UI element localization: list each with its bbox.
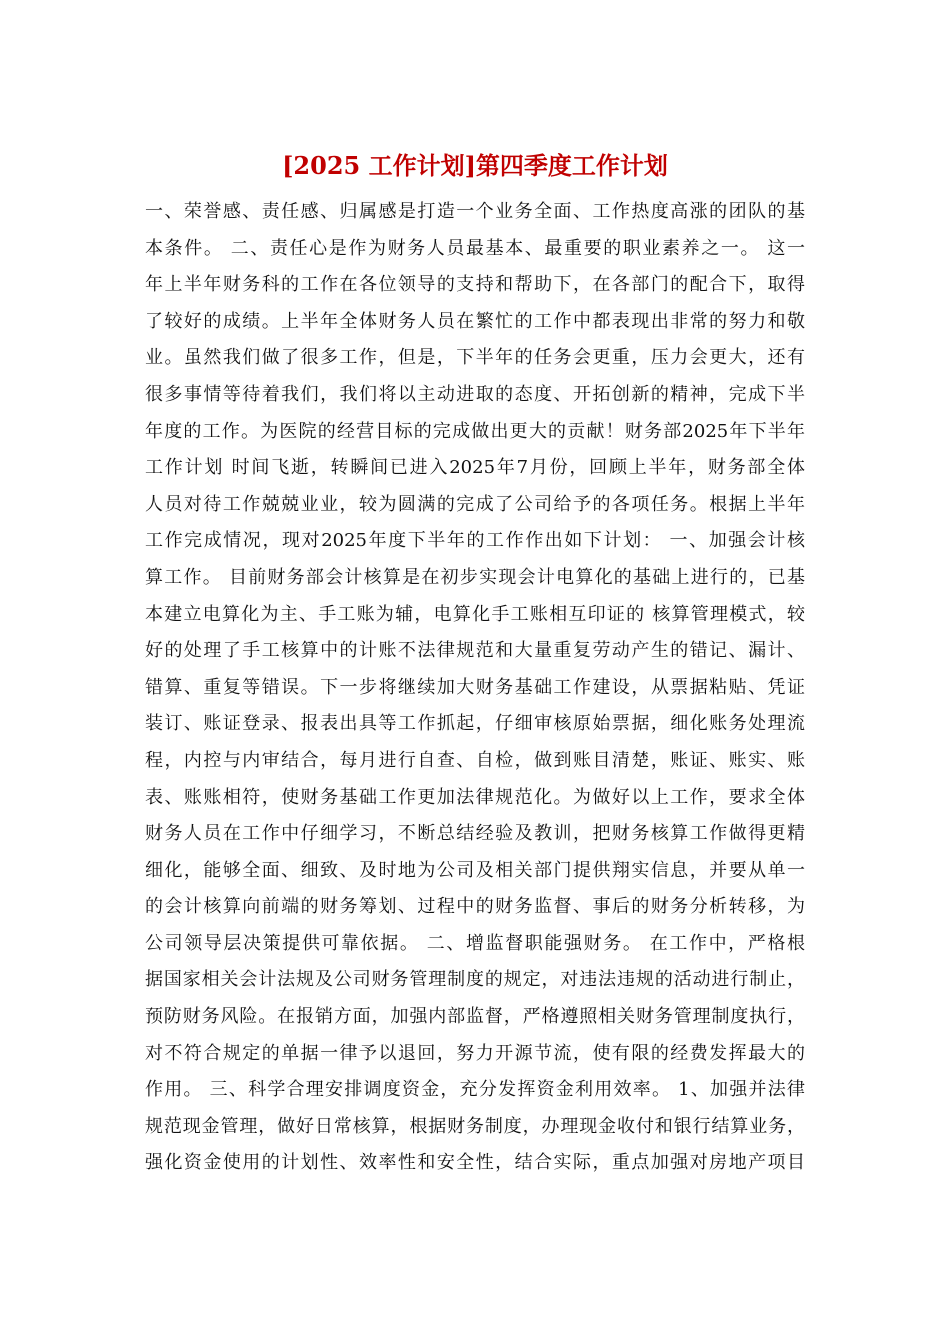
body-line: 本条件。 二、责任心是作为财务人员最基本、最重要的职业素养之一。 这一 xyxy=(145,237,805,259)
body-line: 的会计核算向前端的财务筹划、过程中的财务监督、事后的财务分析转移，为 xyxy=(145,896,805,918)
body-line: 公司领导层决策提供可靠依据。 二、增监督职能强财务。 在工作中，严格根 xyxy=(145,932,805,954)
body-line: 工作完成情况，现对2025年度下半年的工作作出如下计划： 一、加强会计核 xyxy=(145,530,805,552)
body-line: 很多事情等待着我们，我们将以主动进取的态度、开拓创新的精神，完成下半 xyxy=(145,383,805,405)
body-line: 细化，能够全面、细致、及时地为公司及相关部门提供翔实信息，并要从单一 xyxy=(145,859,805,881)
body-line: 错算、重复等错误。下一步将继续加大财务基础工作建设，从票据粘贴、凭证 xyxy=(145,676,805,698)
body-line: 装订、账证登录、报表出具等工作抓起，仔细审核原始票据，细化账务处理流 xyxy=(145,713,805,735)
body-line: 表、账账相符，使财务基础工作更加法律规范化。为做好以上工作，要求全体 xyxy=(145,786,805,808)
body-line: 本建立电算化为主、手工账为辅，电算化手工账相互印证的 核算管理模式，较 xyxy=(145,603,805,625)
body-line: 作用。 三、科学合理安排调度资金，充分发挥资金利用效率。 1、加强并法律 xyxy=(145,1079,805,1101)
body-line: 程，内控与内审结合，每月进行自查、自检，做到账目清楚，账证、账实、账 xyxy=(145,749,805,771)
body-line: 好的处理了手工核算中的计账不法律规范和大量重复劳动产生的错记、漏计、 xyxy=(145,640,805,662)
body-line: 年上半年财务科的工作在各位领导的支持和帮助下，在各部门的配合下，取得 xyxy=(145,274,805,296)
document-title: [2025 工作计划]第四季度工作计划 xyxy=(282,151,668,180)
body-line: 据国家相关会计法规及公司财务管理制度的规定，对违法违规的活动进行制止， xyxy=(145,969,805,991)
body-line: 工作计划 时间飞逝，转瞬间已进入2025年7月份，回顾上半年，财务部全体 xyxy=(145,457,805,479)
body-line: 财务人员在工作中仔细学习，不断总结经验及教训，把财务核算工作做得更精 xyxy=(145,823,805,845)
body-line: 了较好的成绩。上半年全体财务人员在繁忙的工作中都表现出非常的努力和敬 xyxy=(145,310,805,332)
body-line: 一、荣誉感、责任感、归属感是打造一个业务全面、工作热度高涨的团队的基 xyxy=(145,201,805,222)
body-line: 业。虽然我们做了很多工作，但是，下半年的任务会更重，压力会更大，还有 xyxy=(145,347,805,369)
document-body xyxy=(145,198,805,1186)
body-line: 规范现金管理，做好日常核算，根据财务制度，办理现金收付和银行结算业务， xyxy=(145,1115,805,1137)
body-line: 人员对待工作兢兢业业，较为圆满的完成了公司给予的各项任务。根据上半年 xyxy=(145,493,805,515)
body-line: 强化资金使用的计划性、效率性和安全性，结合实际，重点加强对房地产项目 xyxy=(145,1152,805,1174)
body-line: 年度的工作。为医院的经营目标的完成做出更大的贡献！财务部2025年下半年 xyxy=(145,420,805,442)
body-line: 预防财务风险。在报销方面，加强内部监督，严格遵照相关财务管理制度执行， xyxy=(145,1006,805,1028)
body-line: 对不符合规定的单据一律予以退回，努力开源节流，使有限的经费发挥最大的 xyxy=(145,1042,805,1064)
body-line: 算工作。 目前财务部会计核算是在初步实现会计电算化的基础上进行的，已基 xyxy=(145,566,805,588)
